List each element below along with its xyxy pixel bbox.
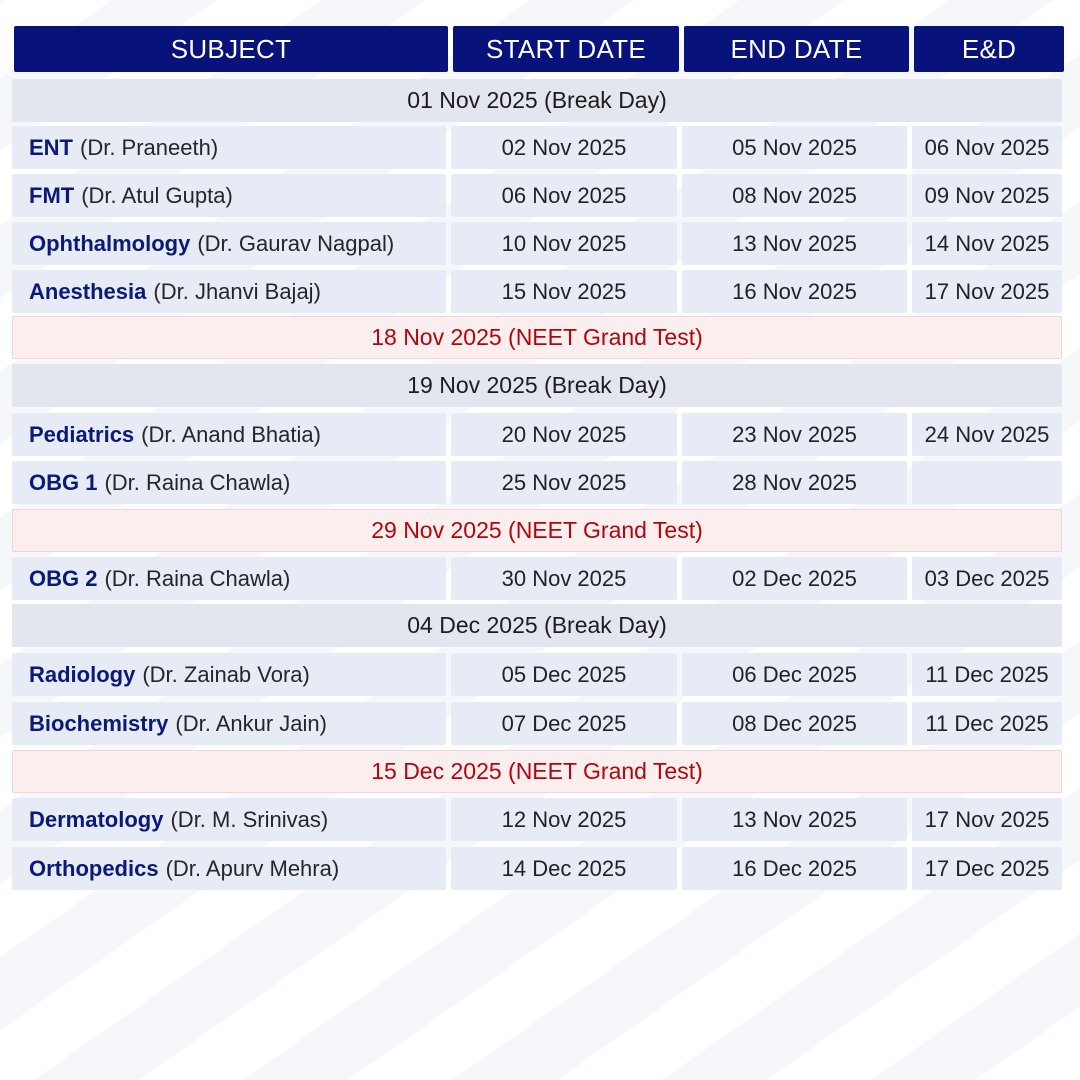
start-date-cell: 20 Nov 2025 xyxy=(451,413,677,456)
start-date-cell: 06 Nov 2025 xyxy=(451,174,677,217)
start-date-cell: 15 Nov 2025 xyxy=(451,270,677,313)
start-date-cell: 25 Nov 2025 xyxy=(451,461,677,504)
subject-name: Orthopedics xyxy=(29,855,159,881)
break-day-row: 04 Dec 2025 (Break Day) xyxy=(12,604,1062,647)
end-date-cell: 02 Dec 2025 xyxy=(682,557,907,600)
subject-cell xyxy=(12,126,446,169)
ed-date-cell: 11 Dec 2025 xyxy=(912,702,1062,745)
ed-date-cell xyxy=(912,461,1062,504)
subject-name: FMT xyxy=(29,182,75,208)
grand-test-row: 29 Nov 2025 (NEET Grand Test) xyxy=(12,509,1062,552)
grand-test-row: 18 Nov 2025 (NEET Grand Test) xyxy=(12,316,1062,359)
ed-date-cell: 11 Dec 2025 xyxy=(912,653,1062,696)
header-end-date: END DATE xyxy=(684,26,909,72)
end-date-cell: 16 Nov 2025 xyxy=(682,270,907,313)
subject-name: Radiology xyxy=(29,661,136,687)
start-date-cell: 05 Dec 2025 xyxy=(451,653,677,696)
break-day-row: 01 Nov 2025 (Break Day) xyxy=(12,79,1062,122)
doctor-name: (Dr. Atul Gupta) xyxy=(81,182,233,208)
ed-date-cell: 14 Nov 2025 xyxy=(912,222,1062,265)
subject-name: Dermatology xyxy=(29,806,164,832)
doctor-name: (Dr. Apurv Mehra) xyxy=(165,855,340,881)
subject-cell xyxy=(12,702,446,745)
ed-date-cell: 24 Nov 2025 xyxy=(912,413,1062,456)
doctor-name: (Dr. Jhanvi Bajaj) xyxy=(153,278,321,304)
subject-cell xyxy=(12,270,446,313)
subject-cell xyxy=(12,847,446,890)
doctor-name: (Dr. Anand Bhatia) xyxy=(141,421,321,447)
header-ed: E&D xyxy=(914,26,1064,72)
start-date-cell: 07 Dec 2025 xyxy=(451,702,677,745)
ed-date-cell: 03 Dec 2025 xyxy=(912,557,1062,600)
end-date-cell: 16 Dec 2025 xyxy=(682,847,907,890)
end-date-cell: 06 Dec 2025 xyxy=(682,653,907,696)
ed-date-cell: 09 Nov 2025 xyxy=(912,174,1062,217)
subject-name: Biochemistry xyxy=(29,710,169,736)
subject-name: OBG 2 xyxy=(29,565,98,591)
header-start-date: START DATE xyxy=(453,26,679,72)
end-date-cell: 13 Nov 2025 xyxy=(682,222,907,265)
subject-cell xyxy=(12,653,446,696)
grand-test-row: 15 Dec 2025 (NEET Grand Test) xyxy=(12,750,1062,793)
start-date-cell: 10 Nov 2025 xyxy=(451,222,677,265)
break-day-row: 19 Nov 2025 (Break Day) xyxy=(12,364,1062,407)
end-date-cell: 23 Nov 2025 xyxy=(682,413,907,456)
subject-cell xyxy=(12,222,446,265)
subject-cell xyxy=(12,798,446,841)
doctor-name: (Dr. Praneeth) xyxy=(80,134,219,160)
doctor-name: (Dr. Raina Chawla) xyxy=(104,469,291,495)
subject-name: Anesthesia xyxy=(29,278,147,304)
ed-date-cell: 17 Nov 2025 xyxy=(912,270,1062,313)
end-date-cell: 05 Nov 2025 xyxy=(682,126,907,169)
start-date-cell: 30 Nov 2025 xyxy=(451,557,677,600)
header-subject: SUBJECT xyxy=(14,26,448,72)
end-date-cell: 08 Nov 2025 xyxy=(682,174,907,217)
start-date-cell: 12 Nov 2025 xyxy=(451,798,677,841)
doctor-name: (Dr. M. Srinivas) xyxy=(170,806,329,832)
subject-cell xyxy=(12,461,446,504)
doctor-name: (Dr. Gaurav Nagpal) xyxy=(197,230,395,256)
ed-date-cell: 06 Nov 2025 xyxy=(912,126,1062,169)
subject-cell xyxy=(12,557,446,600)
doctor-name: (Dr. Raina Chawla) xyxy=(104,565,291,591)
subject-name: Pediatrics xyxy=(29,421,135,447)
subject-name: OBG 1 xyxy=(29,469,98,495)
subject-cell xyxy=(12,413,446,456)
subject-cell xyxy=(12,174,446,217)
ed-date-cell: 17 Dec 2025 xyxy=(912,847,1062,890)
start-date-cell: 02 Nov 2025 xyxy=(451,126,677,169)
start-date-cell: 14 Dec 2025 xyxy=(451,847,677,890)
doctor-name: (Dr. Zainab Vora) xyxy=(142,661,310,687)
ed-date-cell: 17 Nov 2025 xyxy=(912,798,1062,841)
end-date-cell: 08 Dec 2025 xyxy=(682,702,907,745)
subject-name: ENT xyxy=(29,134,73,160)
end-date-cell: 28 Nov 2025 xyxy=(682,461,907,504)
end-date-cell: 13 Nov 2025 xyxy=(682,798,907,841)
subject-name: Ophthalmology xyxy=(29,230,191,256)
doctor-name: (Dr. Ankur Jain) xyxy=(175,710,327,736)
